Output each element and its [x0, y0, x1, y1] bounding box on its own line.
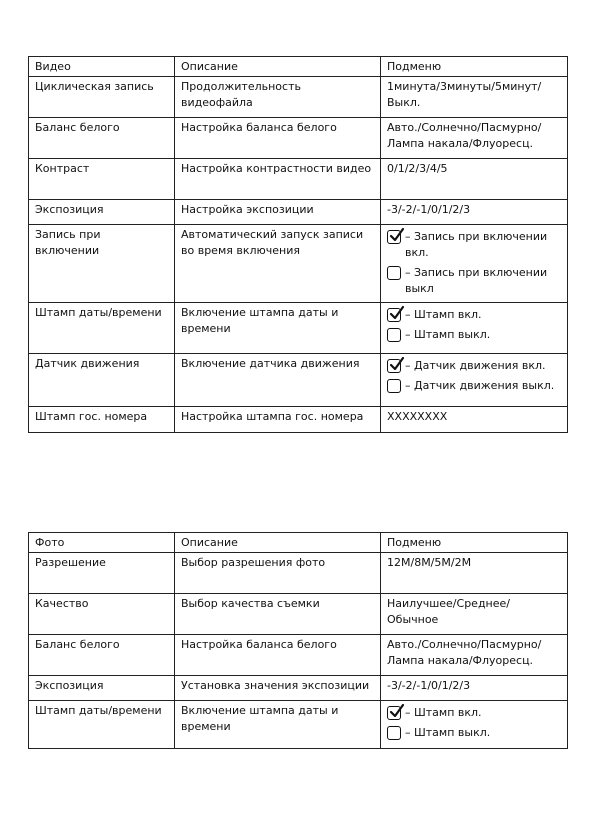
setting-name: Датчик движения: [29, 354, 175, 407]
table-row: [29, 676, 568, 701]
setting-submenu: Авто./Солнечно/Пасмурно/ Лампа накала/Флуоресц.: [381, 118, 568, 159]
submenu-option[interactable]: [387, 378, 561, 394]
setting-submenu: 1минута/3минуты/5минут/ Выкл.: [381, 77, 568, 118]
setting-description: Продолжительность видеофайла: [175, 77, 381, 118]
table-row: [29, 701, 568, 749]
checked-box-icon: [387, 359, 401, 373]
submenu-option[interactable]: [387, 705, 561, 721]
column-header: Видео: [29, 57, 175, 77]
setting-name: Разрешение: [29, 553, 175, 594]
setting-submenu: 12M/8M/5M/2M: [381, 553, 568, 594]
setting-description: Включение штампа даты и времени: [175, 303, 381, 354]
setting-description: Настройка баланса белого: [175, 118, 381, 159]
table-row: [29, 159, 568, 200]
table-row: [29, 77, 568, 118]
setting-name: Экспозиция: [29, 676, 175, 701]
setting-name: Контраст: [29, 159, 175, 200]
setting-description: Установка значения экспозиции: [175, 676, 381, 701]
setting-submenu: Наилучшее/Среднее/ Обычное: [381, 594, 568, 635]
setting-description: Настройка контрастности видео: [175, 159, 381, 200]
table-row: [29, 407, 568, 433]
submenu-option[interactable]: [387, 327, 561, 343]
checked-box-icon: [387, 308, 401, 322]
setting-name: Запись при включении: [29, 225, 175, 303]
setting-submenu: Авто./Солнечно/Пасмурно/ Лампа накала/Флуоресц.: [381, 635, 568, 676]
table-row: [29, 354, 568, 407]
submenu-option[interactable]: [387, 307, 561, 323]
empty-checkbox-icon: [387, 266, 401, 280]
table-row: [29, 303, 568, 354]
setting-submenu: 0/1/2/3/4/5: [381, 159, 568, 200]
submenu-option[interactable]: [387, 229, 561, 261]
setting-name: Штамп даты/времени: [29, 303, 175, 354]
setting-name: Баланс белого: [29, 635, 175, 676]
column-header: Описание: [175, 533, 381, 553]
option-label: – Штамп вкл.: [405, 706, 482, 719]
option-label: – Запись при включении выкл: [405, 266, 548, 295]
empty-checkbox-icon: [387, 328, 401, 342]
checked-box-icon: [387, 230, 401, 244]
setting-name: Штамп гос. номера: [29, 407, 175, 433]
setting-submenu: [381, 225, 568, 303]
table-row: [29, 118, 568, 159]
setting-name: Баланс белого: [29, 118, 175, 159]
setting-description: Включение датчика движения: [175, 354, 381, 407]
column-header: Фото: [29, 533, 175, 553]
table-header-row: [29, 57, 568, 77]
setting-description: Настройка баланса белого: [175, 635, 381, 676]
photo-settings-table: [28, 532, 568, 749]
column-header: Подменю: [381, 57, 568, 77]
checked-box-icon: [387, 706, 401, 720]
setting-description: Настройка экспозиции: [175, 200, 381, 225]
option-label: – Штамп вкл.: [405, 308, 482, 321]
setting-submenu: [381, 303, 568, 354]
table-row: [29, 225, 568, 303]
setting-submenu: [381, 354, 568, 407]
empty-checkbox-icon: [387, 379, 401, 393]
table-row: [29, 635, 568, 676]
setting-name: Циклическая запись: [29, 77, 175, 118]
setting-name: Штамп даты/времени: [29, 701, 175, 749]
setting-description: Автоматический запуск записи во время включения: [175, 225, 381, 303]
video-settings-table: [28, 56, 568, 433]
setting-name: Качество: [29, 594, 175, 635]
setting-description: Выбор качества съемки: [175, 594, 381, 635]
table-row: [29, 553, 568, 594]
setting-description: Настройка штампа гос. номера: [175, 407, 381, 433]
submenu-option[interactable]: [387, 358, 561, 374]
setting-description: Включение штампа даты и времени: [175, 701, 381, 749]
table-header-row: [29, 533, 568, 553]
submenu-option[interactable]: [387, 265, 561, 297]
column-header: Описание: [175, 57, 381, 77]
setting-submenu: XXXXXXXX: [381, 407, 568, 433]
setting-submenu: -3/-2/-1/0/1/2/3: [381, 200, 568, 225]
setting-submenu: [381, 701, 568, 749]
option-label: – Запись при включении вкл.: [405, 230, 548, 259]
submenu-option[interactable]: [387, 725, 561, 741]
option-label: – Датчик движения выкл.: [405, 379, 555, 392]
column-header: Подменю: [381, 533, 568, 553]
setting-description: Выбор разрешения фото: [175, 553, 381, 594]
table-row: [29, 200, 568, 225]
setting-name: Экспозиция: [29, 200, 175, 225]
option-label: – Штамп выкл.: [405, 328, 491, 341]
option-label: – Штамп выкл.: [405, 726, 491, 739]
option-label: – Датчик движения вкл.: [405, 359, 546, 372]
empty-checkbox-icon: [387, 726, 401, 740]
table-row: [29, 594, 568, 635]
setting-submenu: -3/-2/-1/0/1/2/3: [381, 676, 568, 701]
